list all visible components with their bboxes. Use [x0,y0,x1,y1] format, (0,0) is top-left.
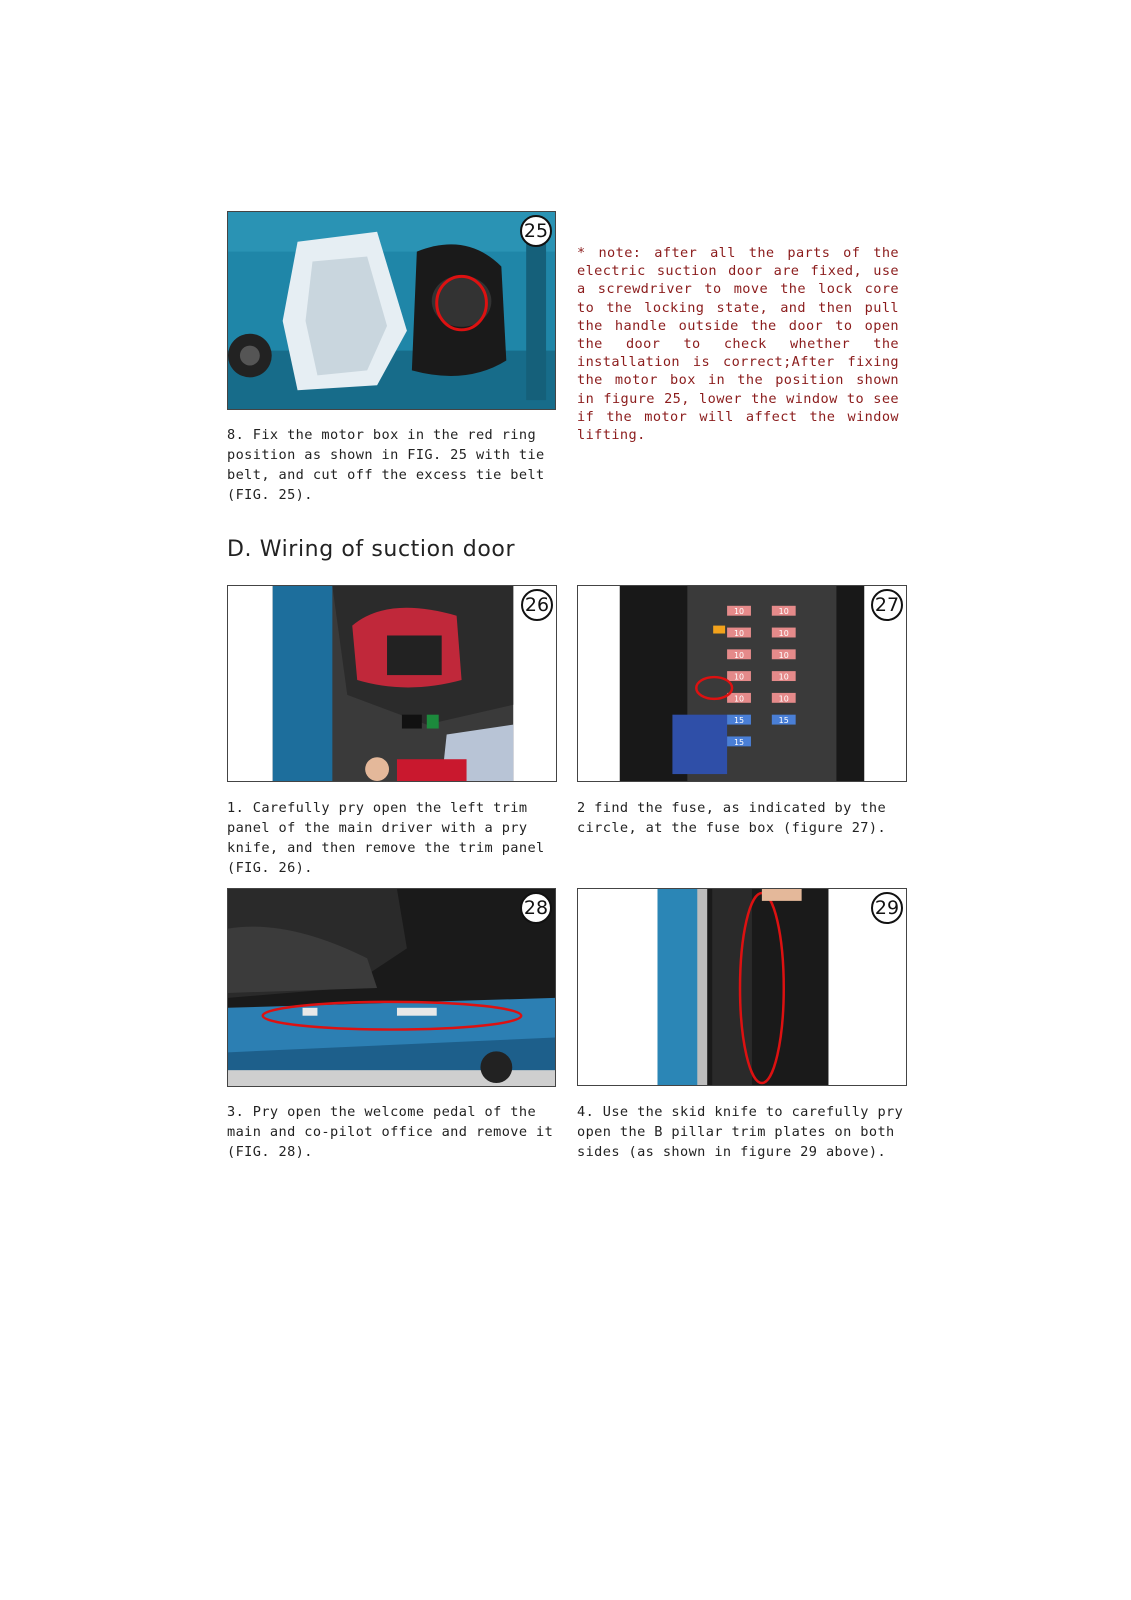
figure-29-caption: 4. Use the skid knife to carefully pry open the B pillar trim plates on both sides (as shown in figure 29 above). [577,1104,904,1160]
figure-26-image [227,585,557,782]
figure-26-number-badge: 26 [521,589,553,621]
section-heading: D. Wiring of suction door [227,537,516,562]
figure-27-caption: 2 find the fuse, as indicated by the circle, at the fuse box (figure 27). [577,800,887,836]
fuse-label: 10 [778,650,789,660]
installation-note: * note: after all the parts of the electric suction door are fixed, use a screwdriver to move the lock core to the locking state, and then pull the handle outside the door to open the door to check whether the installation is correct;After fixing the motor box in the position shown in figure 25, lower the window to see if the motor will affect the window lifting. [577,245,899,444]
fuse-label: 10 [733,629,745,638]
figure-27-number-badge: 27 [871,589,903,621]
fuse-label: 10 [778,672,789,682]
fuse-label: 15 [733,716,745,726]
figure-27-image [577,585,907,782]
fuse-label: 10 [733,694,745,704]
fuse-label: 10 [733,672,745,682]
fuse-label: 10 [733,607,745,617]
figure-28-number-badge: 28 [520,892,552,924]
fuse-label: 15 [778,716,789,726]
figure-29-image [577,888,907,1086]
figure-28-image [227,888,556,1087]
fuse-label: 15 [733,737,745,747]
fuse-label: 10 [778,607,789,617]
figure-26-caption: 1. Carefully pry open the left trim panel of the main driver with a pry knife, and then remove the trim panel (FIG. 26). [227,800,545,876]
figure-29-number-badge: 29 [871,892,903,924]
figure-25-number-badge: 25 [520,215,552,247]
figure-25-caption: 8. Fix the motor box in the red ring position as shown in FIG. 25 with tie belt, and cut off the excess tie belt (FIG. 25). [227,427,545,503]
fuse-label: 10 [733,650,745,660]
fuse-label: 10 [778,629,789,638]
fuse-label: 10 [778,694,789,704]
figure-25-image [227,211,556,410]
figure-28-caption: 3. Pry open the welcome pedal of the main and co-pilot office and remove it (FIG. 28). [227,1104,554,1160]
